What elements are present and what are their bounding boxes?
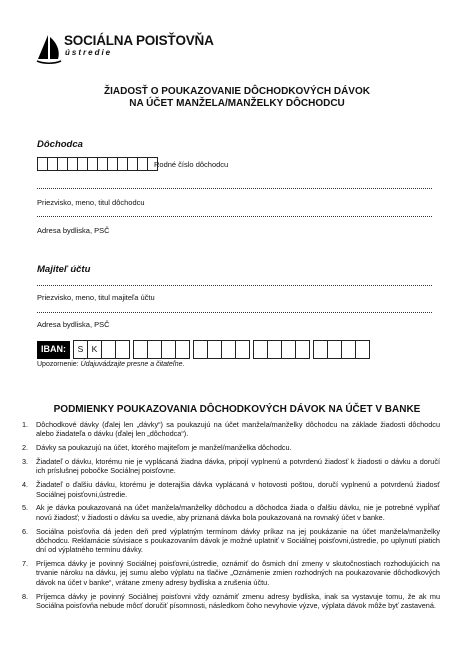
logo-name: SOCIÁLNA POISŤOVŇA — [64, 33, 214, 48]
iban-label: IBAN: — [37, 341, 70, 359]
iban-cell[interactable] — [253, 340, 268, 359]
logo-subtitle: ústredie — [65, 48, 113, 57]
iban-cell[interactable] — [161, 340, 176, 359]
iban-cell[interactable] — [207, 340, 222, 359]
holder-address-label: Adresa bydliska, PSČ — [37, 320, 110, 329]
pensioner-name-label: Priezvisko, meno, titul dôchodcu — [37, 198, 145, 207]
sail-logo-icon — [36, 34, 62, 64]
iban-cell[interactable] — [221, 340, 236, 359]
birth-number-label: Rodné číslo dôchodcu — [154, 160, 229, 169]
conditions-title: PODMIENKY POUKAZOVANIA DÔCHODKOVÝCH DÁVOK NA ÚČET V BANKE — [53, 404, 421, 415]
holder-name-field[interactable] — [37, 285, 432, 286]
form-title-line-2: NA ÚČET MANŽELA/MANŽELKY DÔCHODCU — [129, 98, 345, 109]
iban-cell[interactable] — [295, 340, 310, 359]
iban-cell[interactable] — [235, 340, 250, 359]
logo — [36, 34, 214, 64]
section-pensioner: Dôchodca — [37, 139, 83, 150]
form-title-line-1: ŽIADOSŤ O POUKAZOVANIE DÔCHODKOVÝCH DÁVOK — [104, 86, 370, 97]
conditions-list — [22, 420, 440, 615]
iban-cell[interactable] — [101, 340, 116, 359]
list-item: 3. Žiadateľ o dávku, ktorému nie je vyplácaná žiadna dávka, pripojí vyplnenú a potvrdenú žiadosť k žiadosti o dávku a doručí ich príslušnej pobočke Sociálnej poisťovne. — [22, 457, 440, 476]
iban-row[interactable] — [37, 340, 369, 359]
list-item: 6. Sociálna poisťovňa dá jeden deň pred výplatným termínom dávky príkaz na jej poukázanie na účet manžela/manželky dôchodcu. Reklamácie súvisiace s poukazovaním dávok je možné uplatniť v Sociálnej poisťovni,ústredie, po uplynutí piatich dní od výplatného termínu dávky. — [22, 526, 440, 555]
list-item: 1. Dôchodkové dávky (ďalej len „dávky“) sa poukazujú na účet manžela/manželky dôchodcu na základe žiadosti dôchodcu alebo žiadateľa o dávku (ďalej len „dôchodca“). — [22, 420, 440, 439]
pensioner-name-field[interactable] — [37, 188, 432, 189]
note — [37, 361, 185, 368]
iban-cell[interactable] — [341, 340, 356, 359]
iban-cell[interactable] — [313, 340, 328, 359]
iban-cell[interactable] — [281, 340, 296, 359]
pensioner-address-label: Adresa bydliska, PSČ — [37, 226, 110, 235]
list-item: 4. Žiadateľ o ďalšiu dávku, ktorému je doterajšia dávka vyplácaná v hotovosti poštou, doručí vyplnenú a potvrdenú žiadosť Sociálnej poisťovni,ústredie. — [22, 480, 440, 499]
list-item: 7. Príjemca dávky je povinný Sociálnej poisťovni,ústredie, oznámiť do ôsmich dní zmeny v skutočnostiach rozhodujúcich na trvanie nároku na dávku, jej sumu alebo výplatu na tlačive „Oznámenie zmien rozhodných na poukazovanie dôchodkových dávok na účet v banke“, vrátane zmeny adresy bydliska a zrušenia účtu. — [22, 559, 440, 587]
iban-cell[interactable] — [355, 340, 370, 359]
iban-country-cell[interactable]: K — [87, 340, 102, 359]
note-prefix: Upozornenie: — [37, 361, 79, 368]
iban-cell[interactable] — [133, 340, 148, 359]
iban-cell[interactable] — [175, 340, 190, 359]
holder-address-field[interactable] — [37, 312, 432, 313]
note-text: Údajuvádzajte presne a čitateľne. — [80, 361, 185, 368]
list-item: 5. Ak je dávka poukazovaná na účet manžela/manželky dôchodcu a dôchodca žiada o ďalšiu dávku, nie je potrebné vypĺňať novú žiadosť; v žiadosti o dávku sa uvedie, aby priznaná dávka bola poukazovaná na rovnaký účet v banke. — [22, 503, 440, 522]
pensioner-address-field[interactable] — [37, 216, 432, 217]
list-item: 2. Dávky sa poukazujú na účet, ktorého majiteľom je manžel/manželka dôchodcu. — [22, 443, 292, 453]
iban-country-cell[interactable]: S — [73, 340, 88, 359]
list-item: 8. Príjemca dávky je povinný Sociálnej poisťovni vždy oznámiť zmenu adresy bydliska, inak sa vystavuje tomu, že ak mu Sociálna poisťovňa nebude môcť doručiť písomnosti, následkom čoho nevyhovie výzve, výplata dávok môže byť zastavená. — [22, 591, 440, 610]
iban-cell[interactable] — [327, 340, 342, 359]
iban-cell[interactable] — [267, 340, 282, 359]
birth-number-boxes[interactable] — [37, 157, 157, 171]
iban-cell[interactable] — [115, 340, 130, 359]
holder-name-label: Priezvisko, meno, titul majiteľa účtu — [37, 293, 155, 302]
iban-cell[interactable] — [193, 340, 208, 359]
section-account-holder: Majiteľ účtu — [37, 264, 91, 275]
iban-cell[interactable] — [147, 340, 162, 359]
